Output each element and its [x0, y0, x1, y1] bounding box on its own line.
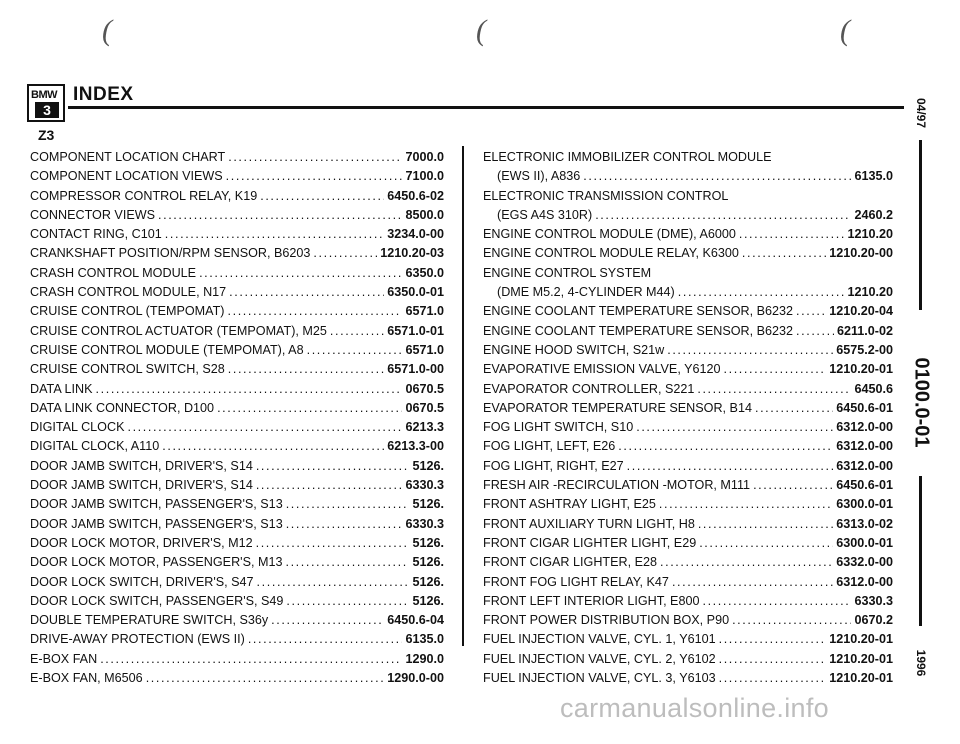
- entry-title: CRUISE CONTROL ACTUATOR (TEMPOMAT), M25: [30, 323, 327, 338]
- index-entry: [30, 553, 444, 572]
- entry-title: FUEL INJECTION VALVE, CYL. 2, Y6102: [483, 651, 716, 666]
- index-entry: [30, 264, 444, 283]
- page-reference: 6450.6-01: [836, 478, 893, 493]
- index-entry: [483, 573, 893, 592]
- page-reference: 3234.0-00: [387, 227, 444, 242]
- entry-title: FRONT CIGAR LIGHTER LIGHT, E29: [483, 535, 697, 550]
- page-reference: 5126.: [412, 574, 444, 589]
- index-entry: [483, 476, 893, 495]
- entry-title: DOOR JAMB SWITCH, PASSENGER'S, S13: [30, 516, 283, 531]
- page-reference: 6450.6-02: [387, 188, 444, 203]
- dot-leader: [702, 592, 851, 611]
- entry-title: FOG LIGHT, RIGHT, E27: [483, 458, 624, 473]
- watermark: carmanualsonline.info: [560, 693, 829, 723]
- page-title: INDEX: [73, 84, 134, 105]
- dot-leader: [127, 418, 402, 437]
- entry-title: DOOR JAMB SWITCH, DRIVER'S, S14: [30, 458, 253, 473]
- index-entry: [30, 225, 444, 244]
- entry-title: FRONT CIGAR LIGHTER, E28: [483, 555, 658, 570]
- index-entry: [483, 515, 893, 534]
- index-entry: [30, 611, 444, 630]
- dot-leader: [732, 611, 851, 630]
- page-reference: 6571.0-00: [387, 362, 444, 377]
- entry-title: CONNECTOR VIEWS: [30, 207, 156, 222]
- dot-leader: [285, 553, 409, 572]
- dot-leader: [96, 380, 403, 399]
- side-year: 1996: [914, 649, 928, 677]
- dot-leader: [162, 437, 384, 456]
- logo-text: BMW: [31, 89, 57, 101]
- logo-number: 3: [35, 102, 59, 118]
- dot-leader: [595, 206, 851, 225]
- page-reference: 1210.20-01: [829, 362, 893, 377]
- dot-leader: [672, 573, 833, 592]
- page-reference: 1210.20-01: [829, 651, 893, 666]
- index-entry: [483, 418, 893, 437]
- scan-mark: (: [840, 14, 850, 47]
- index-entry: [483, 244, 893, 263]
- index-entry: [483, 322, 893, 341]
- dot-leader: [313, 244, 377, 263]
- page-reference: 6213.3: [405, 420, 444, 435]
- index-entry: [30, 592, 444, 611]
- index-entry: [483, 437, 893, 456]
- entry-title: COMPRESSOR CONTROL RELAY, K19: [30, 188, 258, 203]
- entry-title: DOOR JAMB SWITCH, DRIVER'S, S14: [30, 478, 253, 493]
- page-reference: 5126.: [412, 555, 444, 570]
- dot-leader: [229, 283, 384, 302]
- entry-title: ENGINE COOLANT TEMPERATURE SENSOR, B6232: [483, 304, 794, 319]
- page-reference: 6330.3: [854, 593, 893, 608]
- dot-leader: [698, 515, 833, 534]
- page-reference: 1210.20-01: [829, 671, 893, 686]
- entry-title: FRONT POWER DISTRIBUTION BOX, P90: [483, 613, 730, 628]
- entry-title: FRONT AUXILIARY TURN LIGHT, H8: [483, 516, 695, 531]
- entry-title: EVAPORATIVE EMISSION VALVE, Y6120: [483, 362, 721, 377]
- entry-title: COMPONENT LOCATION CHART: [30, 150, 226, 164]
- index-entry: [30, 515, 444, 534]
- page-reference: 1290.0-00: [387, 671, 444, 686]
- dot-leader: [228, 302, 403, 321]
- side-code: 0100.0-01: [910, 357, 933, 448]
- index-entry: [30, 650, 444, 669]
- bmw-logo-icon: [27, 84, 65, 122]
- page-reference: 7000.0: [405, 150, 444, 164]
- index-entry: [30, 495, 444, 514]
- side-date: 04/97: [914, 97, 928, 129]
- dot-leader: [724, 360, 827, 379]
- index-entry: [30, 302, 444, 321]
- entry-title: FOG LIGHT, LEFT, E26: [483, 439, 616, 454]
- dot-leader: [618, 437, 833, 456]
- page-reference: 1210.20: [847, 227, 893, 242]
- dot-leader: [248, 630, 403, 649]
- page-reference: 6312.0-00: [836, 420, 893, 435]
- entry-title: DOOR LOCK SWITCH, DRIVER'S, S47: [30, 574, 254, 589]
- dot-leader: [257, 573, 410, 592]
- index-entry: [483, 225, 893, 244]
- page-reference: 6330.3: [405, 516, 444, 531]
- dot-leader: [660, 553, 833, 572]
- entry-continuation: (DME M5.2, 4-CYLINDER M44): [497, 285, 675, 300]
- page-reference: 1290.0: [405, 651, 444, 666]
- dot-leader: [719, 669, 827, 688]
- index-entry: [30, 206, 444, 225]
- entry-title: CRUISE CONTROL SWITCH, S28: [30, 362, 225, 377]
- page-reference: 6571.0: [405, 304, 444, 319]
- dot-leader: [217, 399, 402, 418]
- page-reference: 6312.0-00: [836, 439, 893, 454]
- index-entry: [30, 380, 444, 399]
- index-entry: [30, 148, 444, 167]
- index-entry: [483, 592, 893, 611]
- dot-leader: [286, 515, 403, 534]
- dot-leader: [627, 457, 834, 476]
- page-reference: 5126.: [412, 458, 444, 473]
- index-entry: [30, 573, 444, 592]
- index-entry: [30, 283, 444, 302]
- entry-title: FUEL INJECTION VALVE, CYL. 3, Y6103: [483, 671, 716, 686]
- page-reference: 1210.20: [847, 285, 893, 300]
- entry-title: ENGINE CONTROL MODULE RELAY, K6300: [483, 246, 739, 261]
- entry-title: DOOR LOCK MOTOR, PASSENGER'S, M13: [30, 555, 283, 570]
- page-reference: 1210.20-00: [829, 246, 893, 261]
- index-entry: [483, 630, 893, 649]
- entry-title: CRASH CONTROL MODULE, N17: [30, 285, 227, 300]
- page-reference: 1210.20-04: [829, 304, 893, 319]
- entry-title: ELECTRONIC TRANSMISSION CONTROL: [483, 188, 729, 203]
- page-reference: 6350.0: [405, 265, 444, 280]
- dot-leader: [583, 167, 851, 186]
- dot-leader: [636, 418, 833, 437]
- page-reference: 5126.: [412, 497, 444, 512]
- entry-title: FRONT LEFT INTERIOR LIGHT, E800: [483, 593, 700, 608]
- dot-leader: [199, 264, 402, 283]
- dot-leader: [260, 187, 384, 206]
- dot-leader: [667, 341, 833, 360]
- dot-leader: [753, 476, 833, 495]
- page-reference: 0670.2: [854, 613, 893, 628]
- page-reference: 6575.2-00: [836, 342, 893, 357]
- dot-leader: [256, 457, 410, 476]
- entry-title: ENGINE CONTROL SYSTEM: [483, 265, 652, 280]
- index-column-left: [30, 148, 444, 688]
- index-entry: [483, 399, 893, 418]
- page-reference: 6571.0-01: [387, 323, 444, 338]
- index-entry: [483, 341, 893, 360]
- page-reference: 6135.0: [854, 169, 893, 184]
- page-reference: 2460.2: [854, 207, 893, 222]
- index-column-right: [483, 148, 893, 688]
- dot-leader: [699, 534, 833, 553]
- scan-mark: (: [102, 14, 112, 47]
- entry-title: CONTACT RING, C101: [30, 227, 162, 242]
- index-entry: [30, 534, 444, 553]
- dot-leader: [271, 611, 384, 630]
- index-entry: [30, 322, 444, 341]
- page-reference: 1210.20-01: [829, 632, 893, 647]
- page-reference: 5126.: [412, 535, 444, 550]
- side-margin: [906, 96, 936, 716]
- entry-title: CRANKSHAFT POSITION/RPM SENSOR, B6203: [30, 246, 311, 261]
- entry-title: FRONT FOG LIGHT RELAY, K47: [483, 574, 669, 589]
- page-reference: 6211.0-02: [836, 323, 893, 338]
- page-reference: 6300.0-01: [836, 535, 893, 550]
- page-reference: 6450.6: [854, 381, 893, 396]
- page-reference: 6330.3: [405, 478, 444, 493]
- entry-title: FUEL INJECTION VALVE, CYL. 1, Y6101: [483, 632, 716, 647]
- index-entry: [30, 341, 444, 360]
- entry-title: DOOR LOCK MOTOR, DRIVER'S, M12: [30, 535, 253, 550]
- entry-title: DRIVE-AWAY PROTECTION (EWS II): [30, 632, 245, 647]
- page-reference: 6135.0: [405, 632, 444, 647]
- dot-leader: [796, 322, 834, 341]
- entry-title: E-BOX FAN: [30, 651, 98, 666]
- entry-title: ENGINE HOOD SWITCH, S21w: [483, 342, 665, 357]
- header-rule: [68, 106, 904, 109]
- page-reference: 6313.0-02: [836, 516, 893, 531]
- dot-leader: [755, 399, 833, 418]
- entry-title: DIGITAL CLOCK: [30, 420, 125, 435]
- entry-title: ENGINE COOLANT TEMPERATURE SENSOR, B6232: [483, 323, 794, 338]
- index-entry: [483, 553, 893, 572]
- index-entry: [30, 630, 444, 649]
- dot-leader: [226, 167, 403, 186]
- dot-leader: [307, 341, 403, 360]
- entry-title: DATA LINK CONNECTOR, D100: [30, 400, 215, 415]
- page-reference: 5126.: [412, 593, 444, 608]
- dot-leader: [678, 283, 845, 302]
- page-reference: 0670.5: [405, 381, 444, 396]
- entry-continuation: (EGS A4S 310R): [497, 207, 593, 222]
- dot-leader: [286, 592, 409, 611]
- entry-title: EVAPORATOR TEMPERATURE SENSOR, B14: [483, 400, 752, 415]
- index-entry: [30, 360, 444, 379]
- page-reference: 6332.0-00: [836, 555, 893, 570]
- dot-leader: [228, 360, 385, 379]
- side-bar: [919, 476, 922, 626]
- entry-title: ENGINE CONTROL MODULE (DME), A6000: [483, 227, 736, 242]
- index-entry: [483, 360, 893, 379]
- dot-leader: [146, 669, 385, 688]
- index-entry: [30, 476, 444, 495]
- scan-mark: (: [476, 14, 486, 47]
- dot-leader: [659, 495, 833, 514]
- dot-leader: [286, 495, 410, 514]
- dot-leader: [100, 650, 402, 669]
- index-entry: [30, 187, 444, 206]
- index-entry: [483, 380, 893, 399]
- page-reference: 0670.5: [405, 400, 444, 415]
- index-entry: [30, 167, 444, 186]
- entry-title: FRONT ASHTRAY LIGHT, E25: [483, 497, 656, 512]
- entry-title: DOUBLE TEMPERATURE SWITCH, S36y: [30, 613, 269, 628]
- index-entry: [483, 187, 893, 226]
- index-entry: [30, 418, 444, 437]
- dot-leader: [719, 630, 827, 649]
- entry-title: CRASH CONTROL MODULE: [30, 265, 197, 280]
- dot-leader: [228, 148, 402, 167]
- entry-title: CRUISE CONTROL MODULE (TEMPOMAT), A8: [30, 342, 304, 357]
- index-entry: [30, 244, 444, 263]
- column-divider: [462, 146, 464, 646]
- page-reference: 6571.0: [405, 342, 444, 357]
- entry-title: E-BOX FAN, M6506: [30, 671, 143, 686]
- dot-leader: [796, 302, 826, 321]
- dot-leader: [256, 476, 403, 495]
- entry-title: EVAPORATOR CONTROLLER, S221: [483, 381, 695, 396]
- index-entry: [483, 650, 893, 669]
- entry-title: CRUISE CONTROL (TEMPOMAT): [30, 304, 225, 319]
- dot-leader: [739, 225, 845, 244]
- page-reference: 8500.0: [405, 207, 444, 222]
- entry-continuation: (EWS II), A836: [497, 169, 581, 184]
- index-entry: [483, 495, 893, 514]
- index-entry: [483, 264, 893, 303]
- index-entry: [30, 437, 444, 456]
- dot-leader: [330, 322, 384, 341]
- index-entry: [483, 669, 893, 688]
- side-bar: [919, 140, 922, 310]
- index-entry: [483, 534, 893, 553]
- entry-title: DATA LINK: [30, 381, 93, 396]
- dot-leader: [719, 650, 827, 669]
- index-entry: [30, 669, 444, 688]
- page-reference: 1210.20-03: [380, 246, 444, 261]
- entry-title: DOOR LOCK SWITCH, PASSENGER'S, S49: [30, 593, 284, 608]
- page-reference: 6312.0-00: [836, 574, 893, 589]
- page-reference: 6213.3-00: [387, 439, 444, 454]
- entry-title: FRESH AIR -RECIRCULATION -MOTOR, M111: [483, 478, 751, 493]
- dot-leader: [256, 534, 410, 553]
- index-entry: [483, 457, 893, 476]
- page-reference: 6350.0-01: [387, 285, 444, 300]
- page-reference: 6300.0-01: [836, 497, 893, 512]
- dot-leader: [158, 206, 402, 225]
- entry-title: ELECTRONIC IMMOBILIZER CONTROL MODULE: [483, 150, 772, 164]
- page-reference: 6450.6-01: [836, 400, 893, 415]
- index-entry: [30, 457, 444, 476]
- index-entry: [483, 611, 893, 630]
- entry-title: FOG LIGHT SWITCH, S10: [483, 420, 634, 435]
- page-reference: 6450.6-04: [387, 613, 444, 628]
- entry-title: DOOR JAMB SWITCH, PASSENGER'S, S13: [30, 497, 283, 512]
- dot-leader: [742, 244, 826, 263]
- dot-leader: [697, 380, 851, 399]
- index-entry: [30, 399, 444, 418]
- page-reference: 7100.0: [405, 169, 444, 184]
- entry-title: COMPONENT LOCATION VIEWS: [30, 169, 223, 184]
- page-reference: 6312.0-00: [836, 458, 893, 473]
- index-entry: [483, 302, 893, 321]
- entry-title: DIGITAL CLOCK, A110: [30, 439, 160, 454]
- dot-leader: [165, 225, 384, 244]
- model-label: Z3: [38, 127, 55, 143]
- index-entry: [483, 148, 893, 187]
